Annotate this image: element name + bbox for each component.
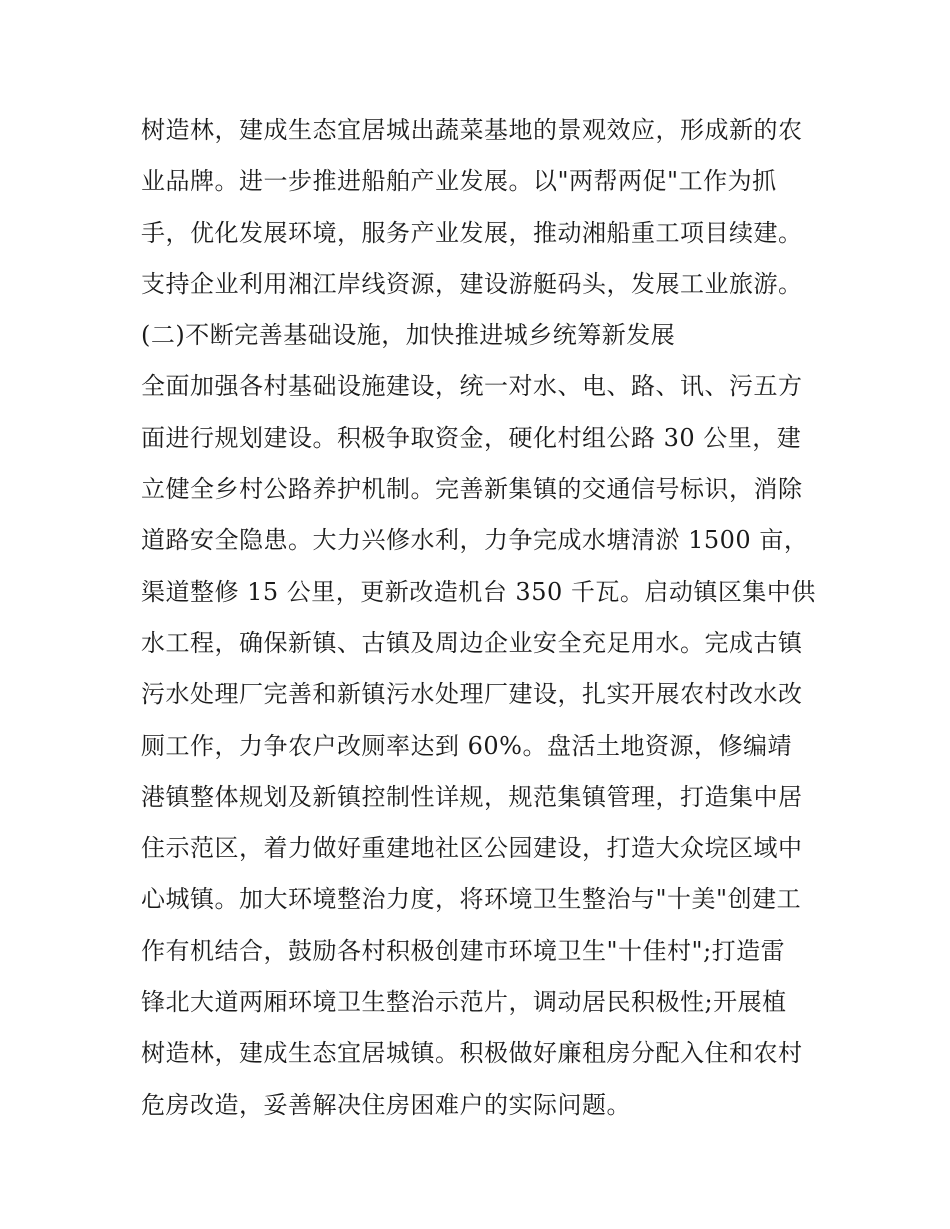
- text-line: 树造林，建成生态宜居城出蔬菜基地的景观效应，形成新的农: [141, 116, 803, 144]
- text-line: 立健全乡村公路养护机制。完善新集镇的交通信号标识，消除: [141, 475, 803, 504]
- text-line: 污水处理厂完善和新镇污水处理厂建设，扎实开展农村改水改: [141, 680, 803, 709]
- text-line: 道路安全隐患。大力兴修水利，力争完成水塘清淤 1500 亩，: [141, 526, 809, 555]
- text-line: 业品牌。进一步推进船舶产业发展。以"两帮两促"工作为抓: [141, 167, 777, 196]
- text-line: 全面加强各村基础设施建设，统一对水、电、路、讯、污五方: [141, 372, 803, 401]
- text-line: 锋北大道两厢环境卫生整治示范片，调动居民积极性;开展植: [141, 988, 787, 1017]
- section-heading: (二)不断完善基础设施，加快推进城乡统筹新发展: [141, 321, 676, 350]
- text-line: 心城镇。加大环境整治力度，将环境卫生整治与"十美"创建工: [141, 885, 802, 914]
- text-line: 厕工作，力争农户改厕率达到 60%。盘活土地资源，修编靖: [141, 731, 792, 760]
- text-line: 住示范区，着力做好重建地社区公园建设，打造大众垸区域中: [141, 834, 803, 863]
- text-line: 水工程，确保新镇、古镇及周边企业安全充足用水。完成古镇: [141, 628, 803, 657]
- text-line: 树造林，建成生态宜居城镇。积极做好廉租房分配入住和农村: [141, 1039, 803, 1068]
- text-line: 港镇整体规划及新镇控制性详规，规范集镇管理，打造集中居: [141, 782, 803, 811]
- text-line: 危房改造，妥善解决住房困难户的实际问题。: [141, 1090, 631, 1119]
- document-body: [141, 105, 831, 1131]
- text-line: 渠道整修 15 公里，更新改造机台 350 千瓦。启动镇区集中供: [141, 577, 816, 606]
- text-line: 作有机结合，鼓励各村积极创建市环境卫生"十佳村";打造雷: [141, 936, 786, 965]
- text-line: 支持企业利用湘江岸线资源，建设游艇码头，发展工业旅游。: [141, 269, 803, 298]
- text-line: 面进行规划建设。积极争取资金，硬化村组公路 30 公里，建: [141, 423, 802, 452]
- text-line: 手，优化发展环境，服务产业发展，推动湘船重工项目续建。: [141, 218, 803, 247]
